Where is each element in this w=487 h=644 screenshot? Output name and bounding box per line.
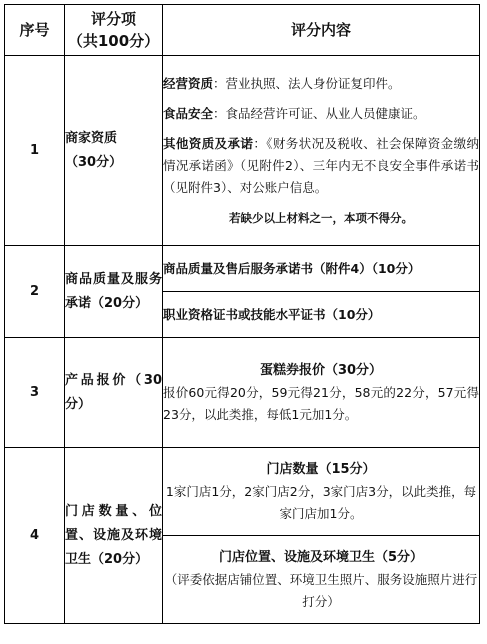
row-number: 3 [5,338,65,448]
missing-materials-note: 若缺少以上材料之一，本项不得分。 [229,210,413,225]
store-environment-rule: （评委依据店铺位置、环境卫生照片、服务设施照片进行打分） [164,571,478,609]
row-number: 2 [5,246,65,338]
table-header-row [5,5,480,56]
row-item: 商品质量及服务承诺（20分） [65,246,163,338]
row-item-points: （30分） [65,154,123,170]
row-content-commitment: 商品质量及售后服务承诺书（附件4）（10分） [163,246,480,292]
food-safety-lead: 食品安全 [163,105,214,121]
cake-voucher-price-title: 蛋糕券报价（30分） [259,362,383,378]
food-safety-text [163,103,479,125]
row-content [163,56,480,246]
business-qualification-lead: 经营资质 [163,75,214,91]
business-qualification-text [163,73,479,95]
row-item-title: 商家资质 [65,130,118,146]
row-number: 1 [5,56,65,246]
row-item: 产品报价（30分） [65,338,163,448]
table-row-pricing [5,338,480,448]
header-scoring-content [163,5,480,56]
row-number: 4 [5,448,65,624]
header-serial-number-label: 序号 [19,21,50,39]
store-count-title: 门店数量（15分） [266,461,376,477]
other-qualifications-lead: 其他资质及承诺 [163,135,254,151]
store-count-rule: 1家门店1分，2家门店2分，3家门店3分，以此类推，每家门店加1分。 [165,483,477,521]
row-item: 门店数量、位置、设施及环境卫生（20分） [65,448,163,624]
business-qualification-detail: ：营业执照、法人身份证复印件。 [213,75,401,91]
row-content-certificate: 职业资格证书或技能水平证书（10分） [163,292,480,338]
row-content-store-count [163,448,480,536]
header-scoring-item [65,5,163,56]
other-qualifications-text [163,133,479,199]
header-total-points: （共100分） [67,32,160,50]
scoring-table [4,4,480,624]
table-row-stores [5,448,480,536]
table-row-quality-service [5,246,480,292]
row-content [163,338,480,448]
table-row-qualifications [5,56,480,246]
row-content-store-environment [163,536,480,624]
header-scoring-content-label: 评分内容 [290,21,351,39]
header-scoring-item-label: 评分项 [90,10,136,28]
food-safety-detail: ：食品经营许可证、从业人员健康证。 [213,105,426,121]
row-item [65,56,163,246]
cake-voucher-price-rule: 报价60元得20分，59元得21分，58元的22分，57元得23分，以此类推，每低1元加1分。 [163,384,479,422]
store-environment-title: 门店位置、设施及环境卫生（5分） [218,549,424,565]
header-serial-number [5,5,65,56]
other-qualifications-detail: ：《财务状况及税收、社会保障资金缴纳情况承诺函》（见附件2）、三年内无不良安全事件承诺书（见附件3）、对公账户信息。 [163,135,479,195]
